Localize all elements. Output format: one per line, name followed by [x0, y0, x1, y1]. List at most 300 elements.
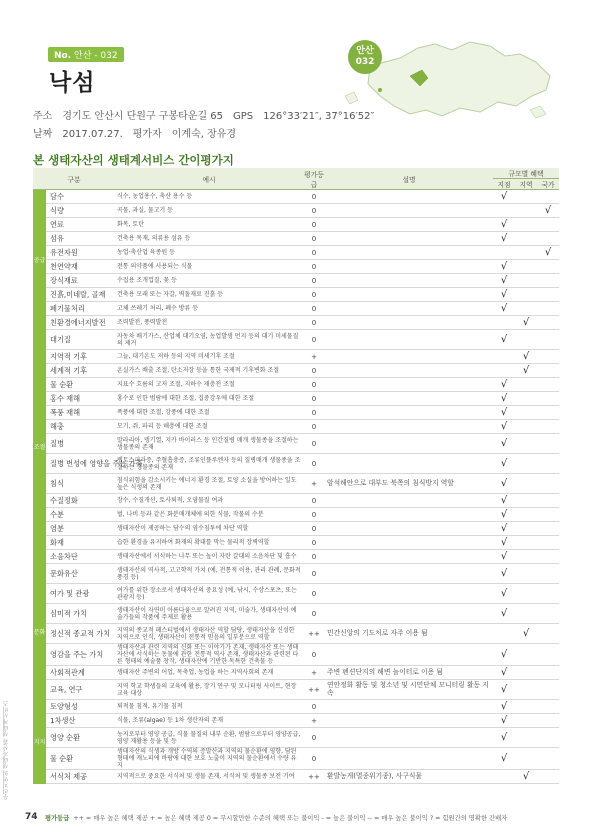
- service-name: 소음차단: [46, 550, 115, 564]
- service-example: 생태자산의 역사적, 고고학적 가치 (예, 전통적 이용, 관리 관례, 문화적 풍경 등): [115, 564, 303, 584]
- service-name: 화재: [46, 536, 115, 550]
- regional-check: [515, 190, 537, 204]
- table-row: [33, 378, 559, 392]
- local-check: √: [493, 728, 515, 748]
- national-check: [537, 522, 559, 536]
- table-row: [33, 454, 559, 474]
- description-cell: [325, 714, 493, 728]
- col-benefit-scale: 규모별 혜택: [493, 168, 559, 179]
- score-cell: 0: [303, 700, 325, 714]
- service-name: 1차생산: [46, 714, 115, 728]
- regional-check: [515, 302, 537, 316]
- service-name: 토양형성: [46, 700, 115, 714]
- local-check: √: [493, 330, 515, 350]
- category-label: 공급: [33, 190, 46, 330]
- score-legend: [45, 813, 507, 822]
- description-cell: [325, 564, 493, 584]
- service-name: 진흙,미네랄, 골재: [46, 288, 115, 302]
- national-check: √: [537, 246, 559, 260]
- badge-code: 안산 - 032: [74, 51, 118, 61]
- local-check: √: [493, 680, 515, 700]
- table-row: [33, 522, 559, 536]
- col-regional: 지역: [515, 179, 537, 190]
- national-check: [537, 666, 559, 680]
- service-name: 천연약재: [46, 260, 115, 274]
- col-example: 예시: [115, 168, 303, 190]
- table-row: [33, 680, 559, 700]
- national-check: [537, 680, 559, 700]
- col-description: 설명: [325, 168, 493, 190]
- local-check: √: [493, 454, 515, 474]
- local-check: √: [493, 748, 515, 770]
- service-example: 생태자산이 제공하는 담수의 염수침투에 차단 역할: [115, 522, 303, 536]
- category-label: 지지: [33, 700, 46, 784]
- regional-check: [515, 728, 537, 748]
- regional-check: [515, 474, 537, 494]
- service-example: 생태자산과 관련 지역의 신화 또는 이야기가 존재, 생태자산 또는 생태자산에 서식하는 동물에 관한 전통적 역사 존재, 생태자산과 관련된 다른 형태의 예술품 창작, 생태자산에 기반한 독특한 건축물 등: [115, 644, 303, 666]
- score-cell: ++: [303, 624, 325, 644]
- description-cell: [325, 316, 493, 330]
- score-cell: 0: [303, 728, 325, 748]
- national-check: [537, 714, 559, 728]
- table-row: [33, 770, 559, 784]
- service-name: 친환경에너지발전: [46, 316, 115, 330]
- local-check: √: [493, 564, 515, 584]
- service-example: 생태자산이 자연미 아름다움으로 알려진 지역, 미술가, 생태자산이 예술가들의 작품에 주제로 활용: [115, 604, 303, 624]
- service-name: 정신적 종교적 가치: [46, 624, 115, 644]
- score-cell: 0: [303, 644, 325, 666]
- table-row: [33, 288, 559, 302]
- score-cell: 0: [303, 378, 325, 392]
- service-example: 모기, 쥐, 파리 등 해충에 대한 조절: [115, 420, 303, 434]
- description-cell: [325, 494, 493, 508]
- national-check: [537, 218, 559, 232]
- description-cell: [325, 330, 493, 350]
- description-cell: [325, 728, 493, 748]
- service-example: 조력발전, 풍력발전: [115, 316, 303, 330]
- service-example: 화목, 토탄: [115, 218, 303, 232]
- score-cell: 0: [303, 330, 325, 350]
- table-row: [33, 700, 559, 714]
- date-value: 2017.07.27.: [62, 129, 123, 140]
- national-check: [537, 330, 559, 350]
- table-row: [33, 260, 559, 274]
- national-check: [537, 584, 559, 604]
- local-check: √: [493, 550, 515, 564]
- local-check: √: [493, 218, 515, 232]
- score-cell: 0: [303, 584, 325, 604]
- score-cell: 0: [303, 232, 325, 246]
- score-cell: 0: [303, 274, 325, 288]
- national-check: [537, 494, 559, 508]
- national-check: [537, 302, 559, 316]
- service-name: 지역적 기후: [46, 350, 115, 364]
- regional-check: [515, 378, 537, 392]
- description-cell: [325, 350, 493, 364]
- description-cell: 민간신앙의 기도처로 자주 이용 됨: [325, 624, 493, 644]
- national-check: [537, 770, 559, 784]
- evaluator-value: 이계숙, 장유경: [171, 129, 237, 140]
- service-name: 장식재료: [46, 274, 115, 288]
- national-check: [537, 364, 559, 378]
- service-name: 물 순환: [46, 378, 115, 392]
- national-check: [537, 232, 559, 246]
- badge-no: No.: [54, 51, 72, 61]
- service-example: 건축용 모래 또는 자갈, 벽돌재료 진흙 등: [115, 288, 303, 302]
- service-name: 식량: [46, 204, 115, 218]
- local-check: √: [493, 378, 515, 392]
- service-example: 식물, 조류(algae) 등 1차 생산자의 존재: [115, 714, 303, 728]
- service-name: 수분: [46, 508, 115, 522]
- service-example: 고체 쓰레기 처리, 폐수 방류 등: [115, 302, 303, 316]
- national-check: [537, 536, 559, 550]
- regional-check: [515, 260, 537, 274]
- national-check: [537, 434, 559, 454]
- category-label: 조절: [33, 330, 46, 564]
- description-cell: [325, 434, 493, 454]
- table-row: [33, 350, 559, 364]
- local-check: √: [493, 260, 515, 274]
- col-national: 국가: [537, 179, 559, 190]
- description-cell: [325, 584, 493, 604]
- local-check: √: [493, 406, 515, 420]
- address-row: [33, 107, 384, 122]
- national-check: [537, 604, 559, 624]
- table-row: [33, 604, 559, 624]
- service-name: 해충: [46, 420, 115, 434]
- local-check: √: [493, 644, 515, 666]
- service-example: 농지로부터 영양 공급, 식물 물질의 내부 순환, 범람으로부터 영양공급, 영양 재활용 등을 및 등: [115, 728, 303, 748]
- local-check: √: [493, 584, 515, 604]
- national-check: [537, 288, 559, 302]
- service-example: 지역적으로 중요한 서식처 및 생물 존재, 서식처 및 생물종 보전 기여: [115, 770, 303, 784]
- evaluator-label: 평가자: [132, 129, 162, 140]
- table-row: [33, 364, 559, 378]
- regional-check: [515, 330, 537, 350]
- service-example: 렙토스피라증, 주혈흡충증, 조류인플루엔자 등의 질병매개 생물종을 조절하는 생물종의 존재: [115, 454, 303, 474]
- service-example: 농업·축산업 육종원 등: [115, 246, 303, 260]
- score-cell: 0: [303, 406, 325, 420]
- national-check: [537, 274, 559, 288]
- regional-check: [515, 274, 537, 288]
- national-check: [537, 644, 559, 666]
- description-cell: 연안정화 활동 및 청소년 및 시민단체 모니터링 활동 지속: [325, 680, 493, 700]
- service-name: 영양 순환: [46, 728, 115, 748]
- table-row: [33, 728, 559, 748]
- service-example: 퇴적물 침적, 유기물 침적: [115, 700, 303, 714]
- regional-check: [515, 454, 537, 474]
- map-location-badge: [348, 40, 382, 74]
- score-cell: 0: [303, 434, 325, 454]
- local-check: √: [493, 494, 515, 508]
- table-row: [33, 190, 559, 204]
- regional-check: √: [515, 624, 537, 644]
- description-cell: [325, 406, 493, 420]
- regional-check: [515, 604, 537, 624]
- page-number: 74: [25, 812, 38, 822]
- service-example: 지역 학교 학생들의 교육에 활용, 장기 연구 및 모니터링 사이트, 현장교육 대상: [115, 680, 303, 700]
- service-example: 지표수 흐름의 고저 조절, 지하수 재충전 조절: [115, 378, 303, 392]
- service-name: 수질정화: [46, 494, 115, 508]
- local-check: √: [493, 392, 515, 406]
- service-example: 생태자산 주변의 어업, 목축업, 농업을 하는 지역사회의 존재: [115, 666, 303, 680]
- service-name: 교육, 연구: [46, 680, 115, 700]
- table-row: [33, 714, 559, 728]
- local-check: [493, 246, 515, 260]
- service-example: 폭풍에 대한 조절, 강풍에 대한 조절: [115, 406, 303, 420]
- table-row: [33, 420, 559, 434]
- national-check: [537, 378, 559, 392]
- service-name: 세계적 기후: [46, 364, 115, 378]
- local-check: [493, 770, 515, 784]
- service-name: 섬유: [46, 232, 115, 246]
- description-cell: [325, 288, 493, 302]
- regional-check: [515, 714, 537, 728]
- national-check: [537, 420, 559, 434]
- service-example: 식수, 농업용수, 축산 용수 등: [115, 190, 303, 204]
- description-cell: [325, 190, 493, 204]
- service-name: 물 순환: [46, 748, 115, 770]
- service-name: 폭풍 재해: [46, 406, 115, 420]
- local-check: √: [493, 700, 515, 714]
- col-category: 구분: [33, 168, 115, 190]
- regional-check: √: [515, 316, 537, 330]
- local-check: √: [493, 474, 515, 494]
- table-row: [33, 584, 559, 604]
- site-code-badge: [48, 47, 124, 62]
- description-cell: [325, 392, 493, 406]
- table-row: [33, 494, 559, 508]
- score-cell: 0: [303, 508, 325, 522]
- service-name: 유전자원: [46, 246, 115, 260]
- score-cell: 0: [303, 364, 325, 378]
- description-cell: [325, 748, 493, 770]
- regional-check: [515, 508, 537, 522]
- description-cell: [325, 700, 493, 714]
- local-check: √: [493, 666, 515, 680]
- service-example: 벌, 나비 등과 같은 화분매개체에 의한 식물, 작물의 수분: [115, 508, 303, 522]
- national-check: [537, 550, 559, 564]
- table-body: [33, 190, 559, 784]
- local-check: √: [493, 420, 515, 434]
- map-badge-line1: 안산: [356, 46, 374, 56]
- description-cell: [325, 204, 493, 218]
- map-badge-line2: 032: [355, 57, 375, 67]
- service-name: 심미적 가치: [46, 604, 115, 624]
- description-cell: [325, 260, 493, 274]
- score-cell: 0: [303, 550, 325, 564]
- score-cell: +: [303, 714, 325, 728]
- col-score: 평가등급: [303, 168, 325, 190]
- gps-label: GPS: [233, 111, 254, 122]
- service-example: 침식위험을 감소시키는 에너지 환경 조절, 토양 소실을 방어하는 일도 높은 식생의 존재: [115, 474, 303, 494]
- score-cell: 0: [303, 564, 325, 584]
- local-check: [493, 316, 515, 330]
- score-cell: 0: [303, 420, 325, 434]
- regional-check: √: [515, 770, 537, 784]
- table-row: [33, 204, 559, 218]
- table-row: [33, 474, 559, 494]
- table-row: [33, 330, 559, 350]
- service-name: 서식처 제공: [46, 770, 115, 784]
- regional-check: [515, 204, 537, 218]
- section-title: 본 생태자산의 생태계서비스 간이평가지: [33, 153, 234, 167]
- service-example: 홍수로 인한 범람에 대한 조절, 집중강우에 대한 조절: [115, 392, 303, 406]
- service-example: 곡물, 과실, 물고기 등: [115, 204, 303, 218]
- table-row: [33, 274, 559, 288]
- table-row: [33, 508, 559, 522]
- service-name: 침식: [46, 474, 115, 494]
- regional-check: [515, 748, 537, 770]
- service-example: 온실가스 배출 조절, 탄소저장 등을 통한 국제적 기후변화 조절: [115, 364, 303, 378]
- service-name: 폐기물처리: [46, 302, 115, 316]
- service-example: 지역의 종교적 페스티벌에서 생태자산 역할 담당, 생태자산을 신성한 지역으로 인식, 생태자산이 전통적 믿음의 일부분으로 역할: [115, 624, 303, 644]
- national-check: [537, 260, 559, 274]
- description-cell: [325, 364, 493, 378]
- date-row: [33, 125, 246, 140]
- regional-check: [515, 522, 537, 536]
- regional-check: [515, 550, 537, 564]
- service-example: 그늘, 대기온도 저하 등의 지역 미세기후 조절: [115, 350, 303, 364]
- gps-value: 126°33′21″, 37°16′52″: [263, 111, 375, 122]
- national-check: √: [537, 204, 559, 218]
- date-label: 날짜: [33, 129, 53, 140]
- service-example: 장수, 수질개선, 토사퇴적, 오염물질 여과: [115, 494, 303, 508]
- local-check: √: [493, 536, 515, 550]
- score-cell: 0: [303, 302, 325, 316]
- national-check: [537, 474, 559, 494]
- description-cell: [325, 508, 493, 522]
- service-example: 전통 의약품에 사용되는 식물: [115, 260, 303, 274]
- regional-check: [515, 666, 537, 680]
- service-name: 영감을 주는 가치: [46, 644, 115, 666]
- table-header-row: [33, 168, 559, 179]
- national-check: [537, 454, 559, 474]
- national-check: [537, 624, 559, 644]
- service-name: 질병: [46, 434, 115, 454]
- local-check: √: [493, 604, 515, 624]
- side-running-title: 우리지역의 생태자산과 생태계서비스: [3, 700, 10, 800]
- national-check: [537, 392, 559, 406]
- table-row: [33, 406, 559, 420]
- service-name: 문화유산: [46, 564, 115, 584]
- regional-check: [515, 564, 537, 584]
- col-local: 지점: [493, 179, 515, 190]
- score-cell: 0: [303, 522, 325, 536]
- table-row: [33, 748, 559, 770]
- table-row: [33, 434, 559, 454]
- service-name: 질병 번성에 영향을 주는 가축: [46, 454, 115, 474]
- service-example: 자동차 배기가스, 산업체 대기오염, 농업발생 먼지 등의 대기 미세물질의 제거: [115, 330, 303, 350]
- regional-check: [515, 232, 537, 246]
- table-row: [33, 392, 559, 406]
- local-check: [493, 204, 515, 218]
- service-name: 연료: [46, 218, 115, 232]
- description-cell: [325, 536, 493, 550]
- address-value: 경기도 안산시 단원구 구봉타운길 65: [62, 111, 224, 122]
- score-cell: ++: [303, 770, 325, 784]
- service-name: 사회적관계: [46, 666, 115, 680]
- description-cell: [325, 302, 493, 316]
- table-row: [33, 218, 559, 232]
- local-check: √: [493, 302, 515, 316]
- local-check: √: [493, 288, 515, 302]
- service-name: 여가 및 관광: [46, 584, 115, 604]
- service-example: 수집용 조개껍질, 꽃 등: [115, 274, 303, 288]
- score-cell: 0: [303, 204, 325, 218]
- service-example: 습한 환경을 유지하여 화재의 확대를 막는 물리적 장벽역할: [115, 536, 303, 550]
- score-cell: 0: [303, 316, 325, 330]
- score-cell: 0: [303, 494, 325, 508]
- regional-check: √: [515, 364, 537, 378]
- description-cell: [325, 604, 493, 624]
- service-name: 홍수 재해: [46, 392, 115, 406]
- service-name: 담수: [46, 190, 115, 204]
- table-row: [33, 536, 559, 550]
- score-cell: 0: [303, 454, 325, 474]
- score-cell: +: [303, 666, 325, 680]
- national-check: [537, 350, 559, 364]
- local-check: √: [493, 232, 515, 246]
- local-check: √: [493, 508, 515, 522]
- national-check: [537, 316, 559, 330]
- legend-title: 평가등급: [45, 815, 70, 822]
- service-example: 말라리아, 뎅기열, 지카 바이러스 등 인간질병 매개 생물종을 조절하는 생물종의 존재: [115, 434, 303, 454]
- category-label: 문화: [33, 564, 46, 700]
- national-check: [537, 190, 559, 204]
- score-cell: 0: [303, 260, 325, 274]
- table-row: [33, 550, 559, 564]
- description-cell: [325, 232, 493, 246]
- national-check: [537, 748, 559, 770]
- local-check: √: [493, 190, 515, 204]
- address-label: 주소: [33, 111, 53, 122]
- description-cell: [325, 218, 493, 232]
- national-check: [537, 728, 559, 748]
- table-row: [33, 316, 559, 330]
- regional-check: [515, 700, 537, 714]
- regional-check: [515, 218, 537, 232]
- score-cell: 0: [303, 288, 325, 302]
- service-example: 생태자산의 식생과 개방 수역의 증발산과 지역의 물순환에 영향, 담된 형태에 캐노피에 바람에 대한 보호 노출이 지역의 물순환에서 수량 유지: [115, 748, 303, 770]
- description-cell: [325, 454, 493, 474]
- regional-check: [515, 680, 537, 700]
- score-cell: 0: [303, 392, 325, 406]
- description-cell: [325, 522, 493, 536]
- service-name: 염분: [46, 522, 115, 536]
- description-cell: [325, 420, 493, 434]
- local-check: √: [493, 714, 515, 728]
- score-cell: 0: [303, 218, 325, 232]
- score-cell: 0: [303, 246, 325, 260]
- score-cell: ++: [303, 680, 325, 700]
- service-name: 대기질: [46, 330, 115, 350]
- score-cell: 0: [303, 748, 325, 770]
- description-cell: [325, 644, 493, 666]
- table-row: [33, 564, 559, 584]
- description-cell: 주변 펜션단지의 해변 놀이터로 이용 됨: [325, 666, 493, 680]
- local-check: √: [493, 274, 515, 288]
- regional-check: [515, 536, 537, 550]
- service-example: 생태자산에서 서식하는 나무 또는 높이 자란 갈대의 소음차단 및 흡수: [115, 550, 303, 564]
- regional-check: [515, 434, 537, 454]
- table-row: [33, 246, 559, 260]
- local-check: [493, 364, 515, 378]
- description-cell: [325, 274, 493, 288]
- regional-check: [515, 392, 537, 406]
- table-row: [33, 624, 559, 644]
- description-cell: [325, 550, 493, 564]
